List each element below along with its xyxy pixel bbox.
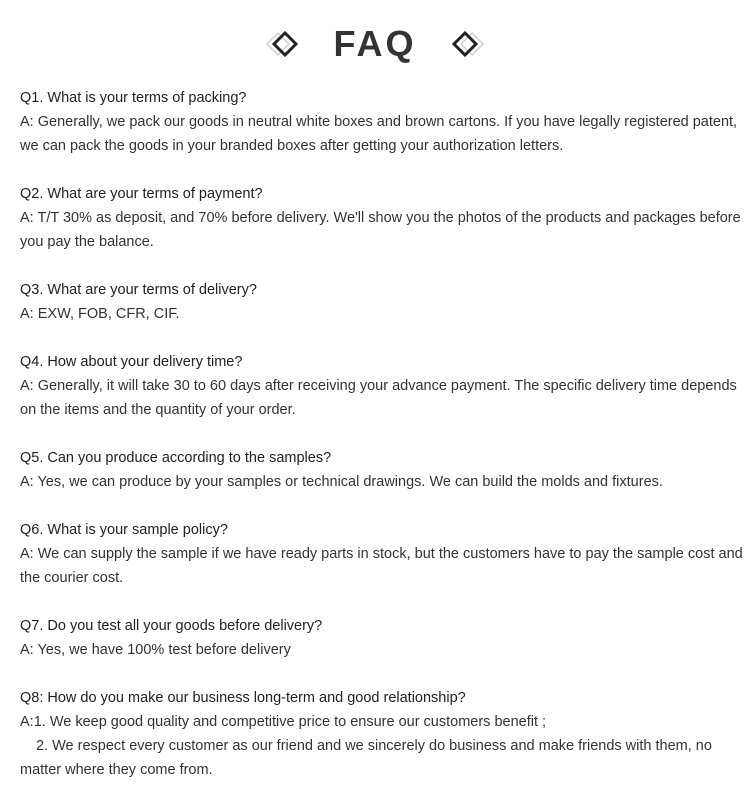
faq-item-1 xyxy=(20,86,745,158)
faq-answer: A: T/T 30% as deposit, and 70% before delivery. We'll show you the photos of the products and packages before you pay the balance. xyxy=(20,210,741,250)
faq-answer: A: Yes, we can produce by your samples or technical drawings. We can build the molds and fixtures. xyxy=(20,474,663,490)
faq-item-6 xyxy=(20,518,745,590)
diamond-ornament-left-icon xyxy=(263,29,307,59)
faq-answer: A: Generally, we pack our goods in neutral white boxes and brown cartons. If you have legally registered patent, we can pack the goods in your branded boxes after getting your authorization letters. xyxy=(20,114,738,154)
faq-item-2 xyxy=(20,182,745,254)
faq-item-4 xyxy=(20,350,745,422)
faq-answer: A: EXW, FOB, CFR, CIF. xyxy=(20,306,180,322)
faq-answer: A: We can supply the sample if we have ready parts in stock, but the customers have to pay the sample cost and the courier cost. xyxy=(20,546,743,586)
faq-answer-line: A:1. We keep good quality and competitive price to ensure our customers benefit ; xyxy=(20,714,547,730)
faq-answer-line-text: 2. We respect every customer as our friend and we sincerely do business and make friends with them, no matter where they come from. xyxy=(20,738,712,778)
faq-question: Q6. What is your sample policy? xyxy=(20,522,228,538)
faq-question: Q5. Can you produce according to the samples? xyxy=(20,450,332,466)
faq-header xyxy=(0,22,750,66)
page-title: FAQ xyxy=(333,23,417,64)
faq-question: Q2. What are your terms of payment? xyxy=(20,186,263,202)
faq-answer: A: Generally, it will take 30 to 60 days after receiving your advance payment. The specific delivery time depends on the items and the quantity of your order. xyxy=(20,378,737,418)
faq-item-5 xyxy=(20,446,745,494)
faq-question: Q8: How do you make our business long-term and good relationship? xyxy=(20,690,466,706)
faq-question: Q3. What are your terms of delivery? xyxy=(20,282,257,298)
faq-item-8 xyxy=(20,686,745,782)
faq-answer-line xyxy=(20,734,745,782)
faq-item-3 xyxy=(20,278,745,326)
diamond-ornament-right-icon xyxy=(443,29,487,59)
faq-item-7 xyxy=(20,614,745,662)
faq-question: Q7. Do you test all your goods before delivery? xyxy=(20,618,323,634)
faq-list xyxy=(20,86,745,806)
faq-question: Q4. How about your delivery time? xyxy=(20,354,243,370)
faq-answer: A: Yes, we have 100% test before delivery xyxy=(20,642,291,658)
faq-question: Q1. What is your terms of packing? xyxy=(20,90,247,106)
